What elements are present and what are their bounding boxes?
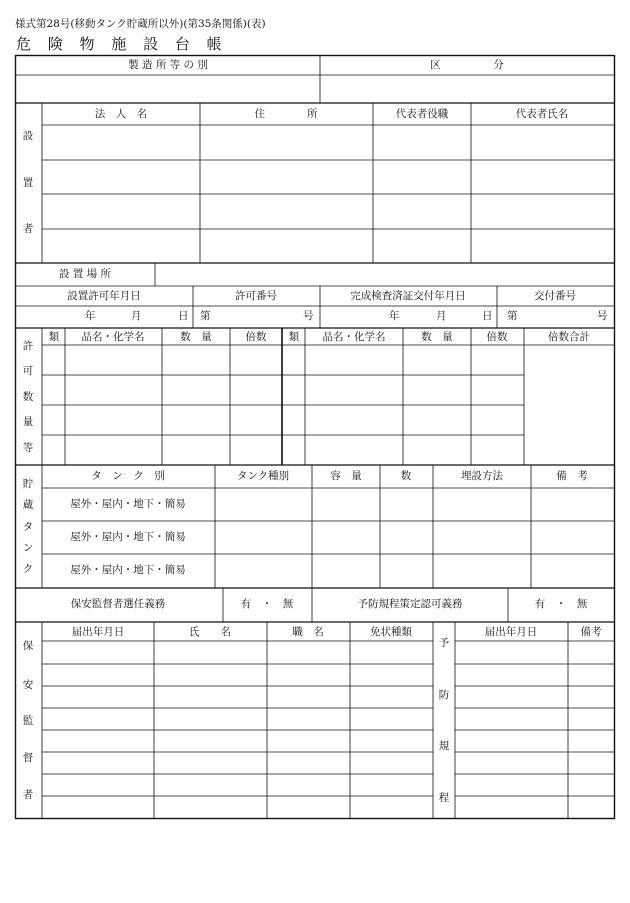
tank-option-row-1: 屋外・屋内・地下・簡易 [70,498,186,510]
location-label: 設 置 場 所 [58,268,112,280]
supervisor-side-2: 安 [22,679,34,691]
qty-side-4: 量 [22,416,34,428]
prevention-duty-label: 予防規程策定認可義務 [357,598,463,610]
sup-name-header: 氏 名 [189,626,231,638]
sup-date-header: 届出年月日 [71,626,125,638]
prev-remarks-header: 備考 [580,626,602,638]
qty-side-2: 可 [22,365,34,377]
supervisor-duty-value: 有 ・ 無 [240,598,294,610]
address-header: 住 所 [254,108,318,120]
product-header-1: 品名・化学名 [81,331,145,343]
permit-year: 年 [85,310,96,322]
class-header-2: 類 [288,331,300,343]
permit-number-header: 許可番号 [235,290,277,302]
permit-go: 号 [303,310,314,322]
supervisor-duty-label: 保安監督者選任義務 [70,598,166,610]
quantity-header-2: 数 量 [421,331,453,343]
qty-side-3: 数 [22,391,34,403]
form-number: 様式第28号(移動タンク貯蔵所以外)(第35条関係)(表) [15,18,266,30]
permit-month: 月 [131,310,142,322]
tank-side-4: ン [22,542,34,554]
multiple-total-header: 倍数合計 [548,331,590,343]
quantity-header-1: 数 量 [180,331,212,343]
capacity-header: 容 量 [330,470,362,482]
tank-kind-header: タンク種別 [236,470,290,482]
inspection-month: 月 [436,310,447,322]
category-label: 区 分 [430,59,504,71]
inspection-date-header: 完成検査済証交付年月日 [350,290,466,302]
tank-option-row-3: 屋外・屋内・地下・簡易 [70,564,186,576]
tank-side-2: 蔵 [22,499,34,511]
inspection-year: 年 [389,310,400,322]
prevention-side-4: 程 [438,792,450,804]
tank-side-1: 貯 [22,478,34,490]
rep-name-header: 代表者氏名 [515,108,569,120]
count-header: 数 [400,470,412,482]
multiple-header-1: 倍数 [245,331,267,343]
supervisor-side-1: 保 [22,640,34,652]
prevention-side-1: 予 [438,637,450,649]
tank-side-5: ク [22,563,34,575]
setter-side-2: 置 [22,177,34,189]
qty-side-5: 等 [22,442,34,454]
sup-position-header: 職 名 [292,626,324,638]
prev-date-header: 届出年月日 [484,626,538,638]
rep-title-header: 代表者役職 [395,108,449,120]
tank-option-row-2: 屋外・屋内・地下・簡易 [70,531,186,543]
prevention-duty-value: 有 ・ 無 [534,598,588,610]
page-title: 危 険 物 施 設 台 帳 [16,35,228,53]
supervisor-side-4: 督 [22,752,34,764]
issue-go: 号 [597,310,608,322]
corp-name-header: 法 人 名 [94,108,148,120]
prevention-side-2: 防 [438,689,450,701]
product-header-2: 品名・化学名 [322,331,386,343]
inspection-day: 日 [482,310,493,322]
multiple-header-2: 倍数 [486,331,508,343]
burial-method-header: 埋設方法 [461,470,503,482]
facility-type-label: 製 造 所 等 の 別 [128,59,208,71]
issue-number-header: 交付番号 [534,290,576,302]
supervisor-side-5: 者 [22,789,34,801]
permit-dai: 第 [200,310,211,322]
tank-type-header: タ ン ク 別 [91,470,165,482]
setter-side-3: 者 [22,223,34,235]
permit-date-header: 設置許可年月日 [67,290,141,302]
sup-license-header: 免状種類 [370,626,412,638]
tank-remarks-header: 備 考 [556,470,588,482]
permit-day: 日 [178,310,189,322]
class-header-1: 類 [48,331,60,343]
issue-dai: 第 [507,310,518,322]
prevention-side-3: 規 [438,740,450,752]
setter-side-1: 設 [22,130,34,142]
tank-side-3: タ [22,521,34,533]
supervisor-side-3: 監 [22,715,34,727]
qty-side-1: 許 [22,340,34,352]
